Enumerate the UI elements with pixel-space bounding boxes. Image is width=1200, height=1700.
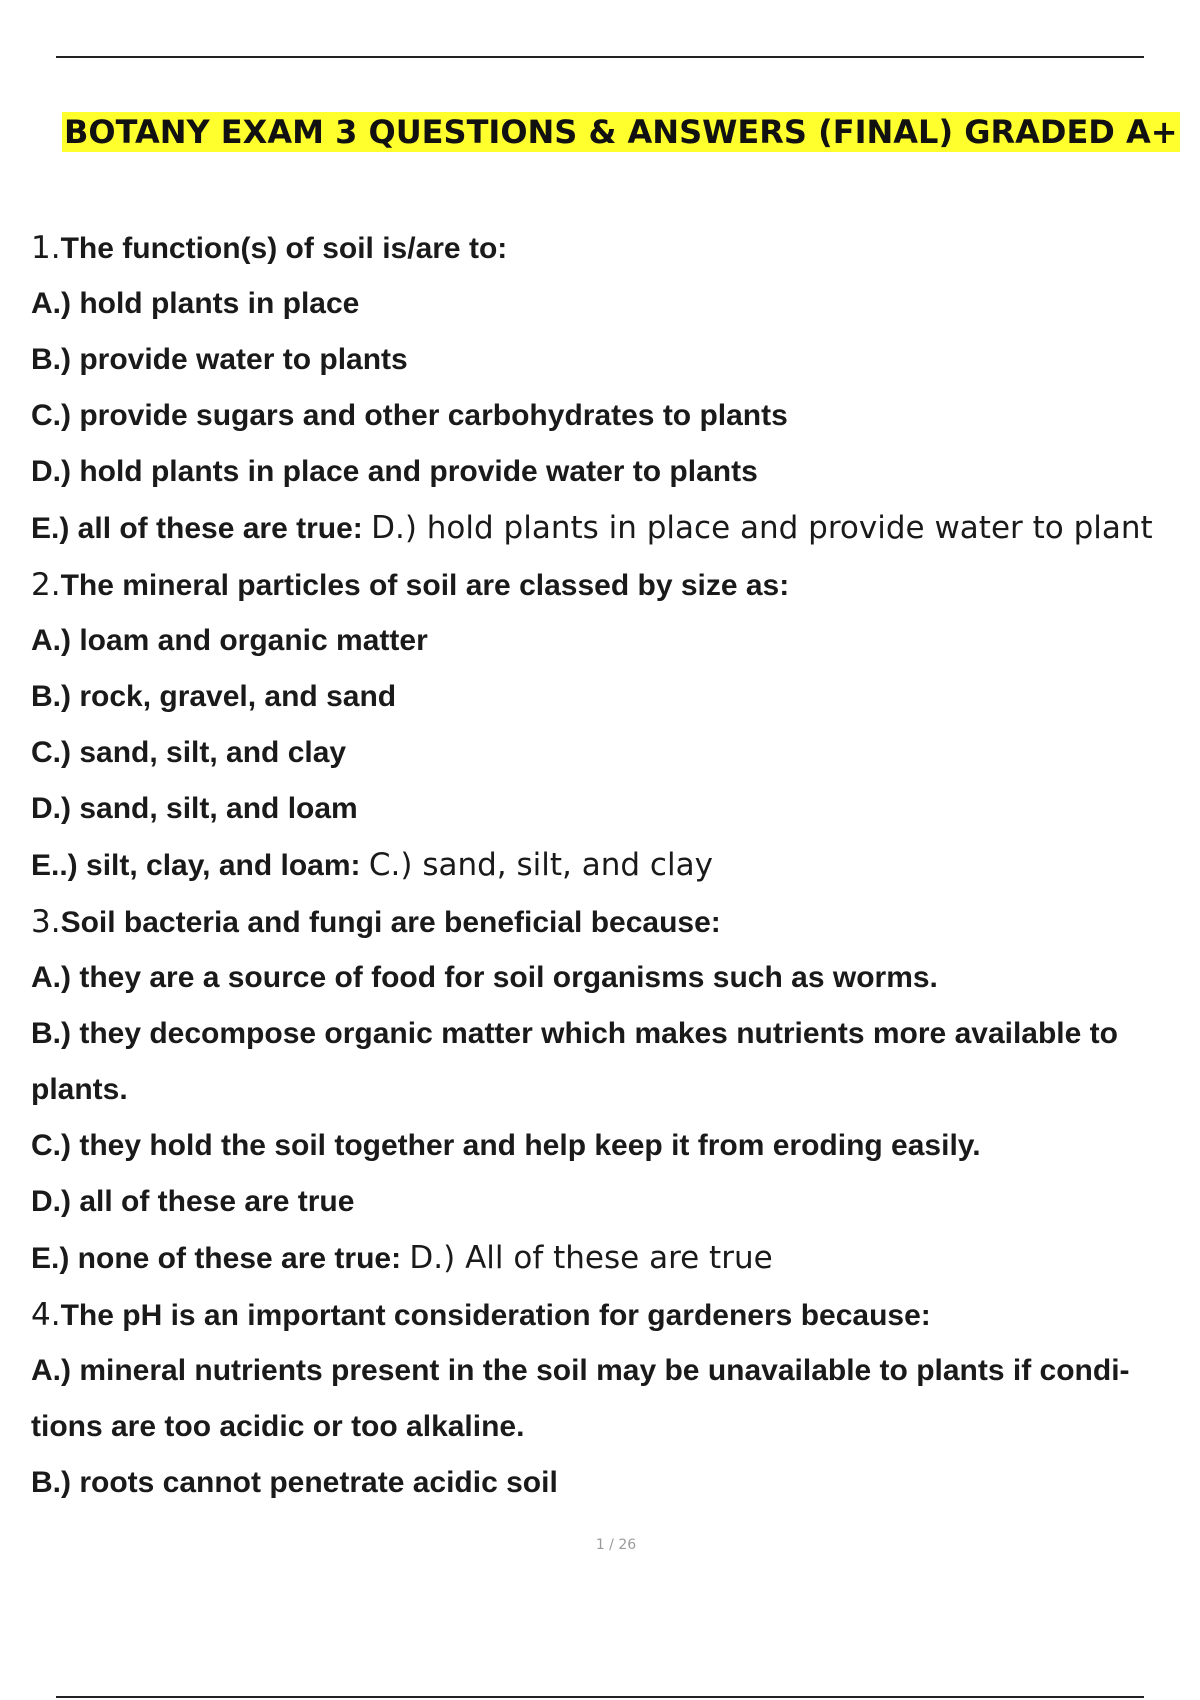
question-number: 4. — [31, 1297, 61, 1333]
option-e: E..) silt, clay, and loam: — [31, 849, 361, 882]
option-c: C.) they hold the soil together and help keep it from eroding easily. — [31, 1129, 981, 1162]
option-e-with-answer — [31, 500, 1200, 557]
question-list — [31, 220, 1200, 1511]
option-c: C.) sand, silt, and clay — [31, 736, 347, 769]
option-a: A.) mineral nutrients present in the soil may be unavailable to plants if condi- tions are too acidic or too alkaline. — [31, 1354, 1130, 1443]
question-text: The pH is an important consideration for gardeners because: — [60, 1299, 931, 1332]
question-text: Soil bacteria and fungi are beneficial because: — [60, 906, 721, 939]
option-e: E.) none of these are true: — [31, 1242, 402, 1275]
option-b: B.) provide water to plants — [31, 343, 408, 376]
option-b: B.) rock, gravel, and sand — [31, 680, 397, 713]
question-number: 1. — [31, 230, 61, 266]
page-number: 1 / 26 — [595, 1537, 637, 1553]
option-a: A.) they are a source of food for soil organisms such as worms. — [31, 961, 938, 994]
question-number: 3. — [31, 904, 61, 940]
bottom-rule — [56, 1696, 1144, 1698]
option-a: A.) loam and organic matter — [31, 624, 428, 657]
answer: D.) All of these are true — [409, 1240, 773, 1276]
answer: D.) hold plants in place and provide water to plant — [371, 510, 1153, 546]
option-c: C.) provide sugars and other carbohydrates to plants — [31, 399, 788, 432]
title-block — [62, 112, 1178, 152]
option-d: D.) all of these are true — [31, 1185, 355, 1218]
option-a: A.) hold plants in place — [31, 287, 360, 320]
question-text: The function(s) of soil is/are to: — [60, 232, 508, 265]
option-d: D.) sand, silt, and loam — [31, 792, 358, 825]
question-4 — [31, 1287, 1200, 1343]
option-b: B.) roots cannot penetrate acidic soil — [31, 1466, 558, 1499]
answer: C.) sand, silt, and clay — [368, 847, 713, 883]
question-number: 2. — [31, 567, 61, 603]
option-b: B.) they decompose organic matter which makes nutrients more available to plants. — [31, 1017, 1118, 1106]
option-e: E.) all of these are true: — [31, 512, 363, 545]
question-2 — [31, 557, 1200, 613]
question-text: The mineral particles of soil are classed by size as: — [60, 569, 790, 602]
top-rule — [56, 56, 1144, 58]
question-1 — [31, 220, 1200, 276]
option-e-with-answer — [31, 837, 1200, 894]
question-3 — [31, 894, 1200, 950]
document-title: BOTANY EXAM 3 QUESTIONS & ANSWERS (FINAL) GRADED A+ — [64, 113, 1178, 151]
option-d: D.) hold plants in place and provide water to plants — [31, 455, 758, 488]
option-e-with-answer — [31, 1230, 1200, 1287]
